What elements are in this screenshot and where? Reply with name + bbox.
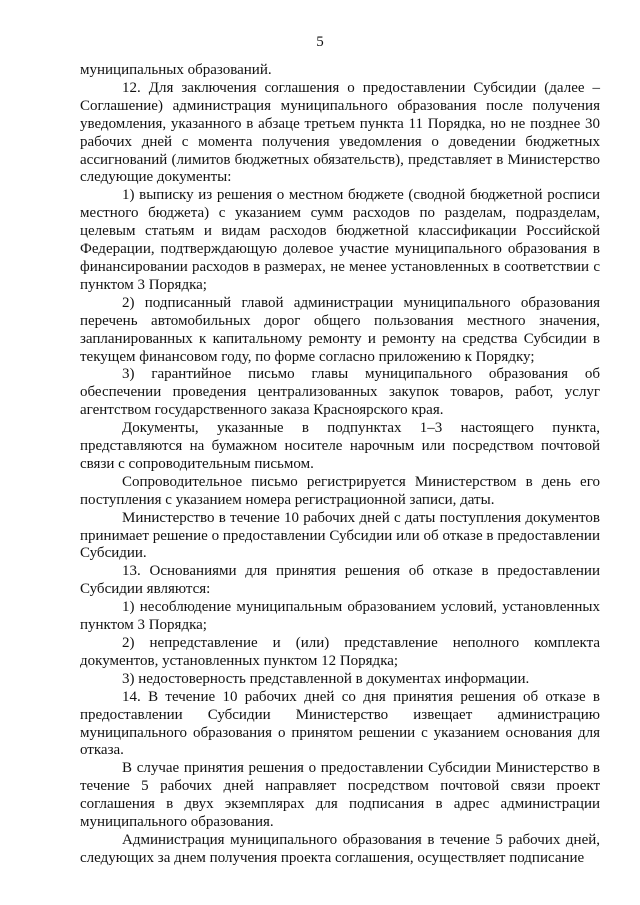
paragraph-item-14: 14. В течение 10 рабочих дней со дня принятия решения об отказе в предоставлении Субсидии Министерство извещает администрацию муниципального образования о принятом решении с указанием основания для отказа.: [80, 688, 600, 759]
paragraph-refusal-reason-1: 1) несоблюдение муниципальным образованием условий, установленных пунктом 3 Порядка;: [80, 599, 600, 634]
paragraph-subitem-1: 1) выписку из решения о местном бюджете (сводной бюджетной росписи местного бюджета) с указанием сумм расходов по разделам, подразделам, целевым статьям и видам расходов бюджетной классификации Российской Федерации, подтверждающую долевое участие муниципального образования в финансировании расходов в размерах, не менее установленных в соответствии с пунктом 3 Порядка;: [80, 187, 600, 293]
paragraph-ministry-decision: Министерство в течение 10 рабочих дней с даты поступления документов принимает решение о предоставлении Субсидии или об отказе в предоставлении Субсидии.: [80, 509, 600, 562]
paragraph-documents: Документы, указанные в подпунктах 1–3 настоящего пункта, представляются на бумажном носителе нарочным или посредством почтовой связи с сопроводительным письмом.: [80, 420, 600, 472]
paragraph-refusal-reason-2: 2) непредставление и (или) представление неполного комплекта документов, установленных пунктом 12 Порядка;: [80, 635, 600, 669]
paragraph-item-12: 12. Для заключения соглашения о предоставлении Субсидии (далее – Соглашение) администрация муниципального образования после получения уведомления, указанного в абзаце третьем пункта 11 Порядка, но не позднее 30 рабочих дней с момента получения уведомления о доведении бюджетных ассигнований (лимитов бюджетных обязательств), представляет в Министерство следующие документы:: [80, 79, 600, 186]
paragraph-cover-letter: Сопроводительное письмо регистрируется Министерством в день его поступления с указанием номера регистрационной записи, даты.: [80, 473, 600, 508]
paragraph-subitem-3: 3) гарантийное письмо главы муниципального образования об обеспечении проведения централизованных закупок товаров, работ, услуг агентством государственного заказа Красноярского края.: [80, 366, 600, 419]
paragraph-grant-decision: В случае принятия решения о предоставлении Субсидии Министерство в течение 5 рабочих дней направляет посредством почтовой связи проект соглашения в двух экземплярах для подписания в адрес администрации муниципального образования.: [80, 760, 600, 831]
paragraph-signing: Администрация муниципального образования в течение 5 рабочих дней, следующих за днем получения проекта соглашения, осуществляет подписание: [80, 831, 600, 866]
document-body: [80, 62, 600, 868]
paragraph-item-13: 13. Основаниями для принятия решения об отказе в предоставлении Субсидии являются:: [80, 563, 600, 598]
paragraph-refusal-reason-3: 3) недостоверность представленной в документах информации.: [122, 670, 530, 687]
paragraph-continuation: муниципальных образований.: [80, 62, 272, 78]
page-number: 5: [316, 34, 324, 50]
paragraph-subitem-2: 2) подписанный главой администрации муниципального образования перечень автомобильных дорог общего пользования местного значения, запланированных к капитальному ремонту и ремонту на средства Субсидии в текущем финансовом году, по форме согласно приложению к Порядку;: [80, 294, 600, 365]
